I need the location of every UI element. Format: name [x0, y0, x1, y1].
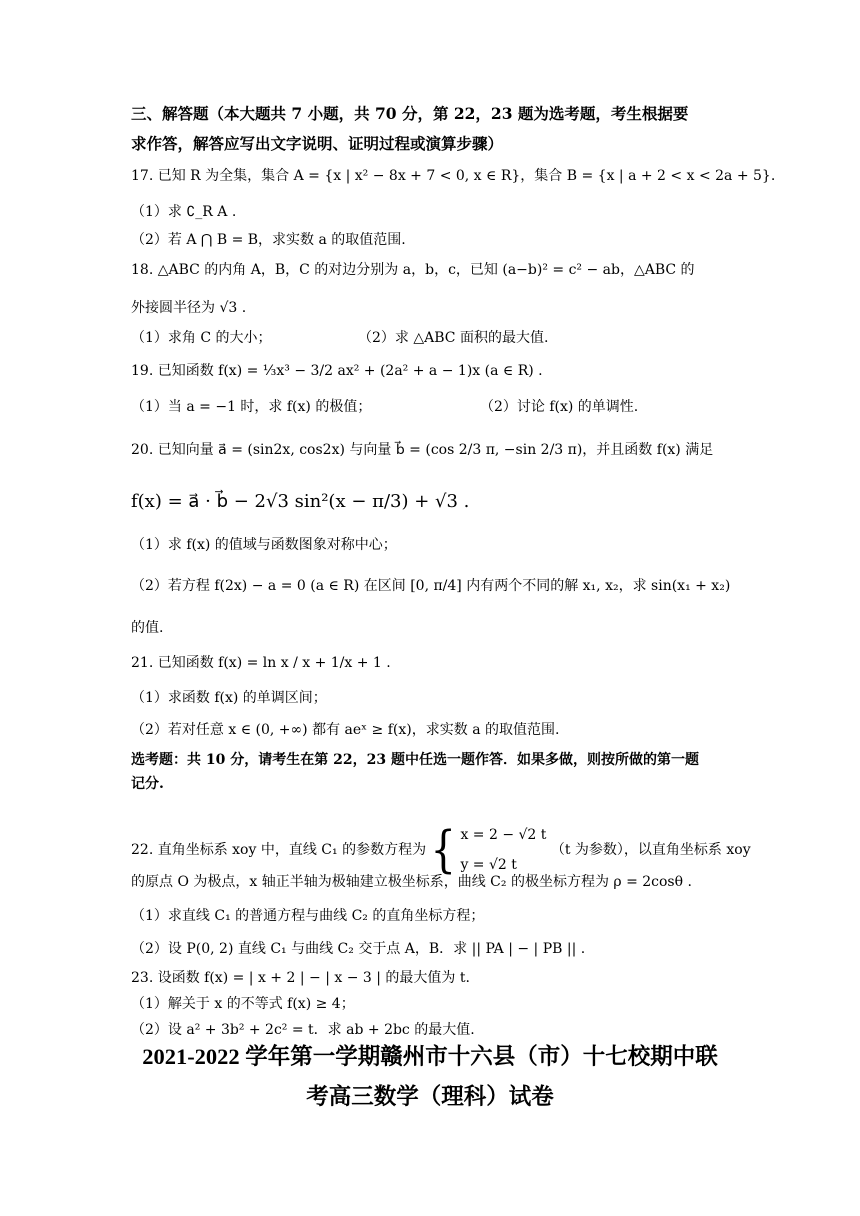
problem-20-q2: （2）若方程 f(2x) − a = 0 (a ∈ R) 在区间 [0, π/4] 内有两个不同的解 x₁, x₂，求 sin(x₁ + x₂)	[131, 578, 731, 594]
exam-title-line2: 考高三数学（理科）试卷	[306, 1084, 554, 1109]
problem-19-q1: （1）当 a = −1 时，求 f(x) 的极值；	[131, 399, 372, 415]
section-heading-line2: 求作答，解答应写出文字说明、证明过程或演算步骤）	[131, 134, 504, 153]
exam-title-line1: 2021-2022 学年第一学期赣州市十六县（市）十七校期中联	[142, 1044, 718, 1069]
problem-22-stem-head: 22. 直角坐标系 xoy 中，直线 C₁ 的参数方程为	[131, 842, 427, 858]
equation-system-brace: {	[430, 821, 456, 879]
problem-20-q2-cont: 的值.	[131, 620, 164, 636]
problem-18-q1: （1）求角 C 的大小；	[131, 330, 272, 346]
problem-20-stem: 20. 已知向量 a⃗ = (sin2x, cos2x) 与向量 b⃗ = (cos 2/3 π, −sin 2/3 π)，并且函数 f(x) 满足	[131, 442, 714, 458]
problem-17-q2: （2）若 A ⋂ B = B，求实数 a 的取值范围.	[131, 232, 406, 248]
problem-17-stem: 17. 已知 R 为全集，集合 A = {x | x² − 8x + 7 < 0, x ∈ R}，集合 B = {x | a + 2 < x < 2a + 5}.	[131, 168, 776, 184]
problem-23-stem: 23. 设函数 f(x) = | x + 2 | − | x − 3 | 的最大值为 t.	[131, 970, 470, 986]
problem-22-q1: （1）求直线 C₁ 的普通方程与曲线 C₂ 的直角坐标方程；	[131, 908, 485, 924]
elective-note-line1: 选考题：共 10 分，请考生在第 22，23 题中任选一题作答．如果多做，则按所做的第一题	[131, 752, 699, 768]
section-heading-line1: 三、解答题（本大题共 7 小题，共 70 分，第 22，23 题为选考题，考生根据要	[131, 104, 689, 123]
parametric-eq-y: y = √2 t	[460, 857, 517, 873]
problem-22-q2: （2）设 P(0, 2) 直线 C₁ 与曲线 C₂ 交于点 A，B．求 || PA | − | PB || .	[131, 941, 586, 957]
problem-18-stem-cont: 外接圆半径为 √3 .	[131, 300, 247, 316]
problem-21-q1: （1）求函数 f(x) 的单调区间；	[131, 690, 327, 706]
problem-17-q1: （1）求 ∁_R A .	[131, 204, 237, 220]
problem-21-stem: 21. 已知函数 f(x) = ln x / x + 1/x + 1 .	[131, 655, 391, 671]
elective-note-line2: 记分.	[131, 776, 164, 792]
problem-20-formula: f(x) = a⃗ · b⃗ − 2√3 sin²(x − π/3) + √3 .	[131, 491, 470, 512]
problem-20-q1: （1）求 f(x) 的值域与函数图象对称中心；	[131, 537, 397, 553]
parametric-equations	[460, 820, 546, 880]
problem-21-q2: （2）若对任意 x ∈ (0, +∞) 都有 aeˣ ≥ f(x)，求实数 a 的取值范围.	[131, 722, 560, 738]
problem-23-q1: （1）解关于 x 的不等式 f(x) ≥ 4；	[131, 996, 355, 1012]
parametric-eq-x: x = 2 − √2 t	[460, 827, 547, 843]
problem-18-q2: （2）求 △ABC 面积的最大值.	[358, 330, 549, 346]
problem-23-q2: （2）设 a² + 3b² + 2c² = t．求 ab + 2bc 的最大值.	[131, 1022, 475, 1038]
problem-22-stem-cont: 的原点 O 为极点，x 轴正半轴为极轴建立极坐标系，曲线 C₂ 的极坐标方程为 ρ = 2cosθ .	[131, 874, 692, 890]
problem-18-stem: 18. △ABC 的内角 A，B，C 的对边分别为 a，b，c，已知 (a−b)² = c² − ab，△ABC 的	[131, 262, 695, 278]
problem-19-stem: 19. 已知函数 f(x) = ⅓x³ − 3/2 ax² + (2a² + a − 1)x (a ∈ R) .	[131, 363, 543, 379]
problem-19-q2: （2）讨论 f(x) 的单调性.	[480, 399, 639, 415]
problem-22-stem-tail: （t 为参数），以直角坐标系 xoy	[550, 842, 751, 858]
